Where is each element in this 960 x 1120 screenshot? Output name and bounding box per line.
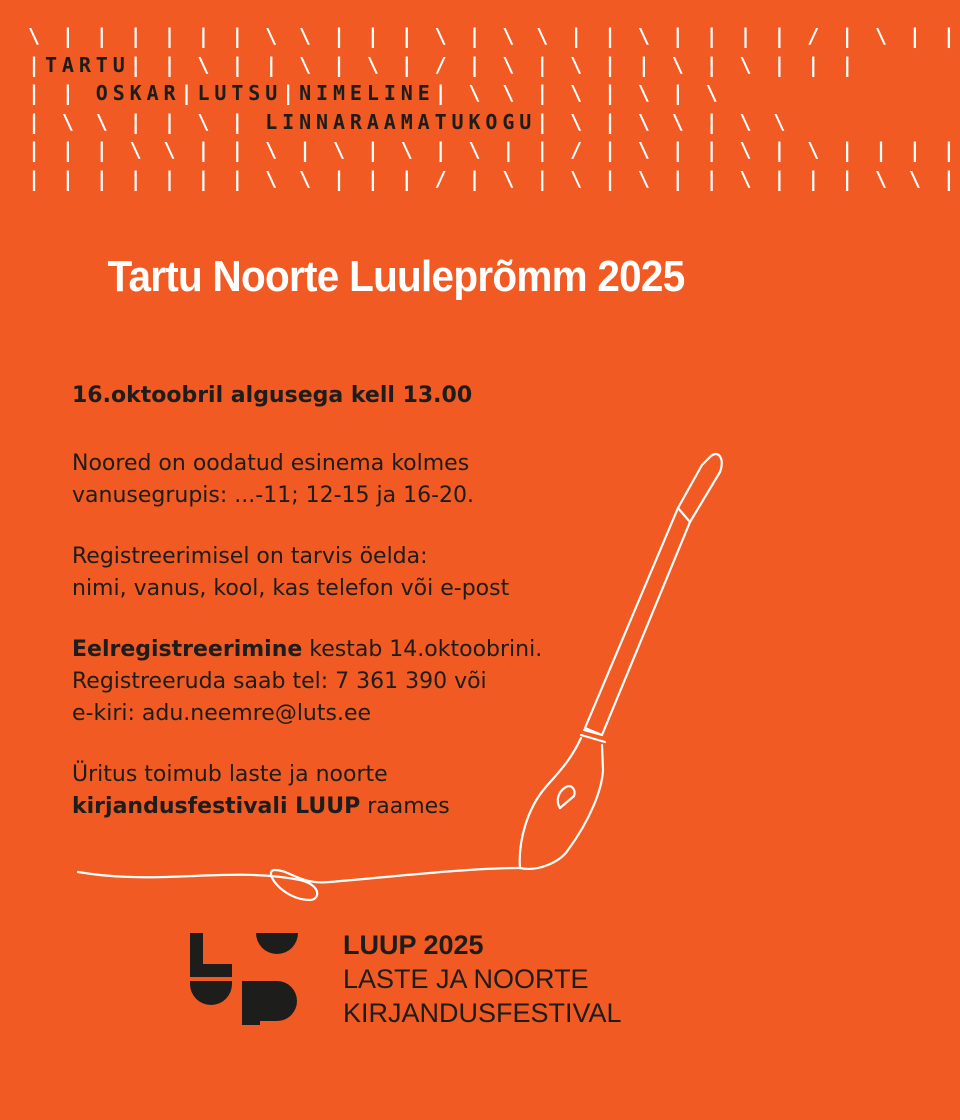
page-title: Tartu Noorte Luuleprõmm 2025 [107, 252, 685, 301]
header-row [28, 165, 960, 194]
festival-suffix: raames [360, 794, 450, 819]
event-info [72, 380, 632, 852]
festival-line-1: Üritus toimub laste ja noorte [72, 762, 388, 787]
registration-line-2: nimi, vanus, kool, kas telefon või e-post [72, 576, 510, 601]
header-slashes: | | [28, 81, 96, 105]
header-slashes: | \ \ | | \ | [28, 109, 266, 134]
email-line: e-kiri: adu.neemre@luts.ee [72, 701, 372, 726]
header-pattern [28, 22, 960, 193]
header-slashes: | [180, 81, 198, 105]
header-slashes: | | | | | | | \ \ | | | / | \ | \ | \ | | \ | | | \ \ | [28, 166, 960, 191]
preregistration-deadline: kestab 14.oktoobrini. [302, 637, 543, 662]
festival-name: kirjandusfestivali LUUP [72, 794, 361, 819]
age-groups-text [72, 448, 632, 512]
preregistration-line [72, 634, 632, 666]
header-word: TARTU [44, 52, 130, 77]
header-slashes: | | \ | | \ | \ | / | \ | \ | | \ | \ | | | [129, 52, 859, 77]
header-slashes: | | | \ \ | | \ | \ | \ | \ | | / | \ | | \ | \ | | | | [28, 138, 960, 162]
header-row [28, 22, 960, 51]
registration-info [72, 541, 632, 605]
festival-line-2 [72, 791, 632, 823]
header-word: NIMELINE [299, 81, 435, 105]
header-word: LINNARAAMATUKOGU [265, 109, 537, 134]
header-row [28, 136, 960, 165]
header-row [28, 79, 960, 108]
header-row [28, 108, 960, 137]
event-date: 16.oktoobril algusega kell 13.00 [72, 383, 473, 408]
festival-info [72, 759, 632, 823]
luup-logo-icon [190, 933, 322, 1025]
header-slashes: | [28, 52, 45, 77]
preregistration-label: Eelregistreerimine [72, 637, 303, 662]
header-slashes: | \ | \ \ | \ \ [536, 109, 791, 134]
header-slashes: \ | | | | | | \ \ | | | \ | \ \ | | \ | | | | / | \ | | [28, 24, 960, 48]
phone-line: Registreeruda saab tel: 7 361 390 või [72, 669, 487, 694]
header-row [28, 51, 960, 80]
header-word: OSKAR [95, 81, 181, 105]
logo-line-1: LUUP 2025 [343, 930, 484, 960]
age-groups-line-2: vanusegrupis: ...-11; 12-15 ja 16-20. [72, 483, 475, 508]
header-word: LUTSU [197, 81, 283, 105]
festival-logo-text [343, 928, 622, 1030]
registration-line-1: Registreerimisel on tarvis öelda: [72, 544, 428, 569]
header-slashes: | \ \ | \ | \ | \ [434, 81, 723, 105]
age-groups-line-1: Noored on oodatud esinema kolmes [72, 451, 470, 476]
header-slashes: | [282, 81, 300, 105]
logo-line-3: KIRJANDUSFESTIVAL [343, 998, 622, 1028]
preregistration-info [72, 634, 632, 730]
logo-line-2: LASTE JA NOORTE [343, 964, 589, 994]
